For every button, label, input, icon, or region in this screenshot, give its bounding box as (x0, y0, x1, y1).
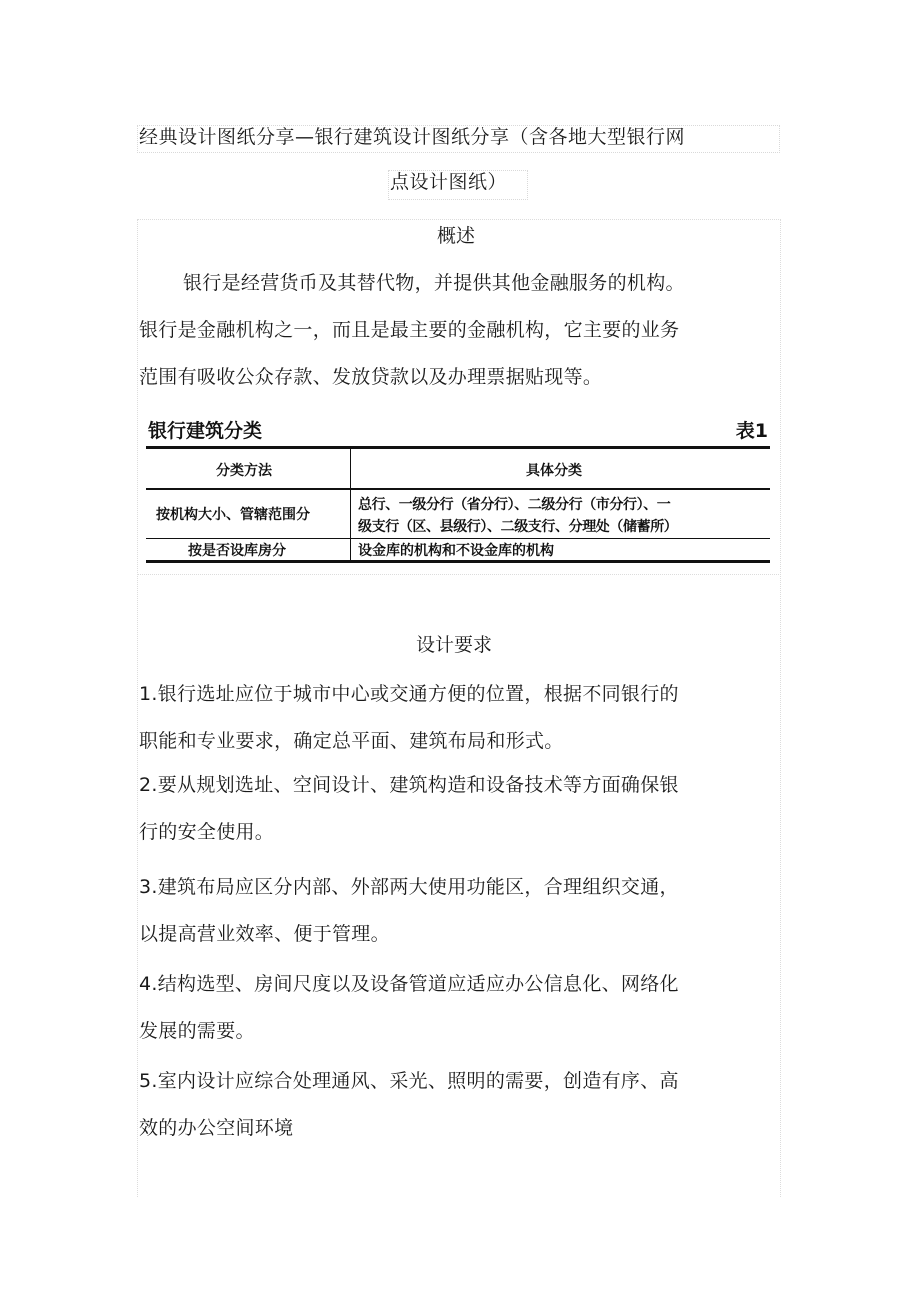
table-row1-detail-line1: 总行、一级分行（省分行）、二级分行（市分行）、一 (358, 497, 671, 513)
table-row2-method: 按是否设库房分 (188, 543, 286, 559)
requirement-1-line1: 1.银行选址应位于城市中心或交通方便的位置，根据不同银行的 (139, 683, 679, 705)
requirement-4-line2: 发展的需要。 (139, 1020, 255, 1042)
overview-paragraph (139, 260, 714, 401)
requirement-item-4 (139, 961, 714, 1055)
requirement-5-line1: 5.室内设计应综合处理通风、采光、照明的需要，创造有序、高 (139, 1070, 679, 1092)
requirement-item-5 (139, 1058, 714, 1152)
requirement-3-line1: 3.建筑布局应区分内部、外部两大使用功能区，合理组织交通， (139, 876, 679, 898)
requirement-3-line2: 以提高营业效率、便于管理。 (139, 923, 390, 945)
overview-line-3: 范围有吸收公众存款、发放贷款以及办理票据贴现等。 (139, 366, 603, 388)
table-row1-method: 按机构大小、管辖范围分 (156, 507, 310, 523)
overview-line-2: 银行是金融机构之一，而且是最主要的金融机构，它主要的业务 (139, 319, 680, 341)
table-title: 银行建筑分类 (148, 420, 263, 442)
bank-classification-table (140, 406, 778, 566)
requirement-2-line1: 2.要从规划选址、空间设计、建筑构造和设备技术等方面确保银 (139, 774, 679, 796)
requirement-5-line2: 效的办公空间环境 (139, 1117, 294, 1139)
table-row-rule (146, 538, 770, 539)
table-header-detail: 具体分类 (526, 463, 582, 479)
requirement-4-line1: 4.结构选型、房间尺度以及设备管道应适应办公信息化、网络化 (139, 973, 679, 995)
table-header-rule (146, 488, 770, 490)
overview-heading: 概述 (437, 225, 476, 247)
document-title-line1: 经典设计图纸分享—银行建筑设计图纸分享（含各地大型银行网 (139, 126, 686, 148)
table-row2-detail: 设金库的机构和不设金库的机构 (358, 543, 554, 559)
table-header-method: 分类方法 (216, 463, 272, 479)
requirements-heading: 设计要求 (416, 634, 493, 656)
table-row1-detail-line2: 级支行（区、县级行）、二级支行、分理处（储蓄所） (358, 519, 678, 535)
requirement-2-line2: 行的安全使用。 (139, 821, 275, 843)
requirement-item-3 (139, 864, 714, 958)
requirement-item-2 (139, 762, 714, 856)
table-number: 表1 (735, 420, 768, 442)
table-column-divider (350, 449, 351, 560)
requirement-1-line2: 职能和专业要求，确定总平面、建筑布局和形式。 (139, 730, 564, 752)
table-bottom-rule (146, 560, 770, 563)
overview-line-1: 银行是经营货币及其替代物，并提供其他金融服务的机构。 (183, 272, 685, 294)
table-top-rule (146, 446, 770, 449)
document-title-line2: 点设计图纸） (390, 171, 508, 193)
requirement-item-1 (139, 671, 714, 765)
